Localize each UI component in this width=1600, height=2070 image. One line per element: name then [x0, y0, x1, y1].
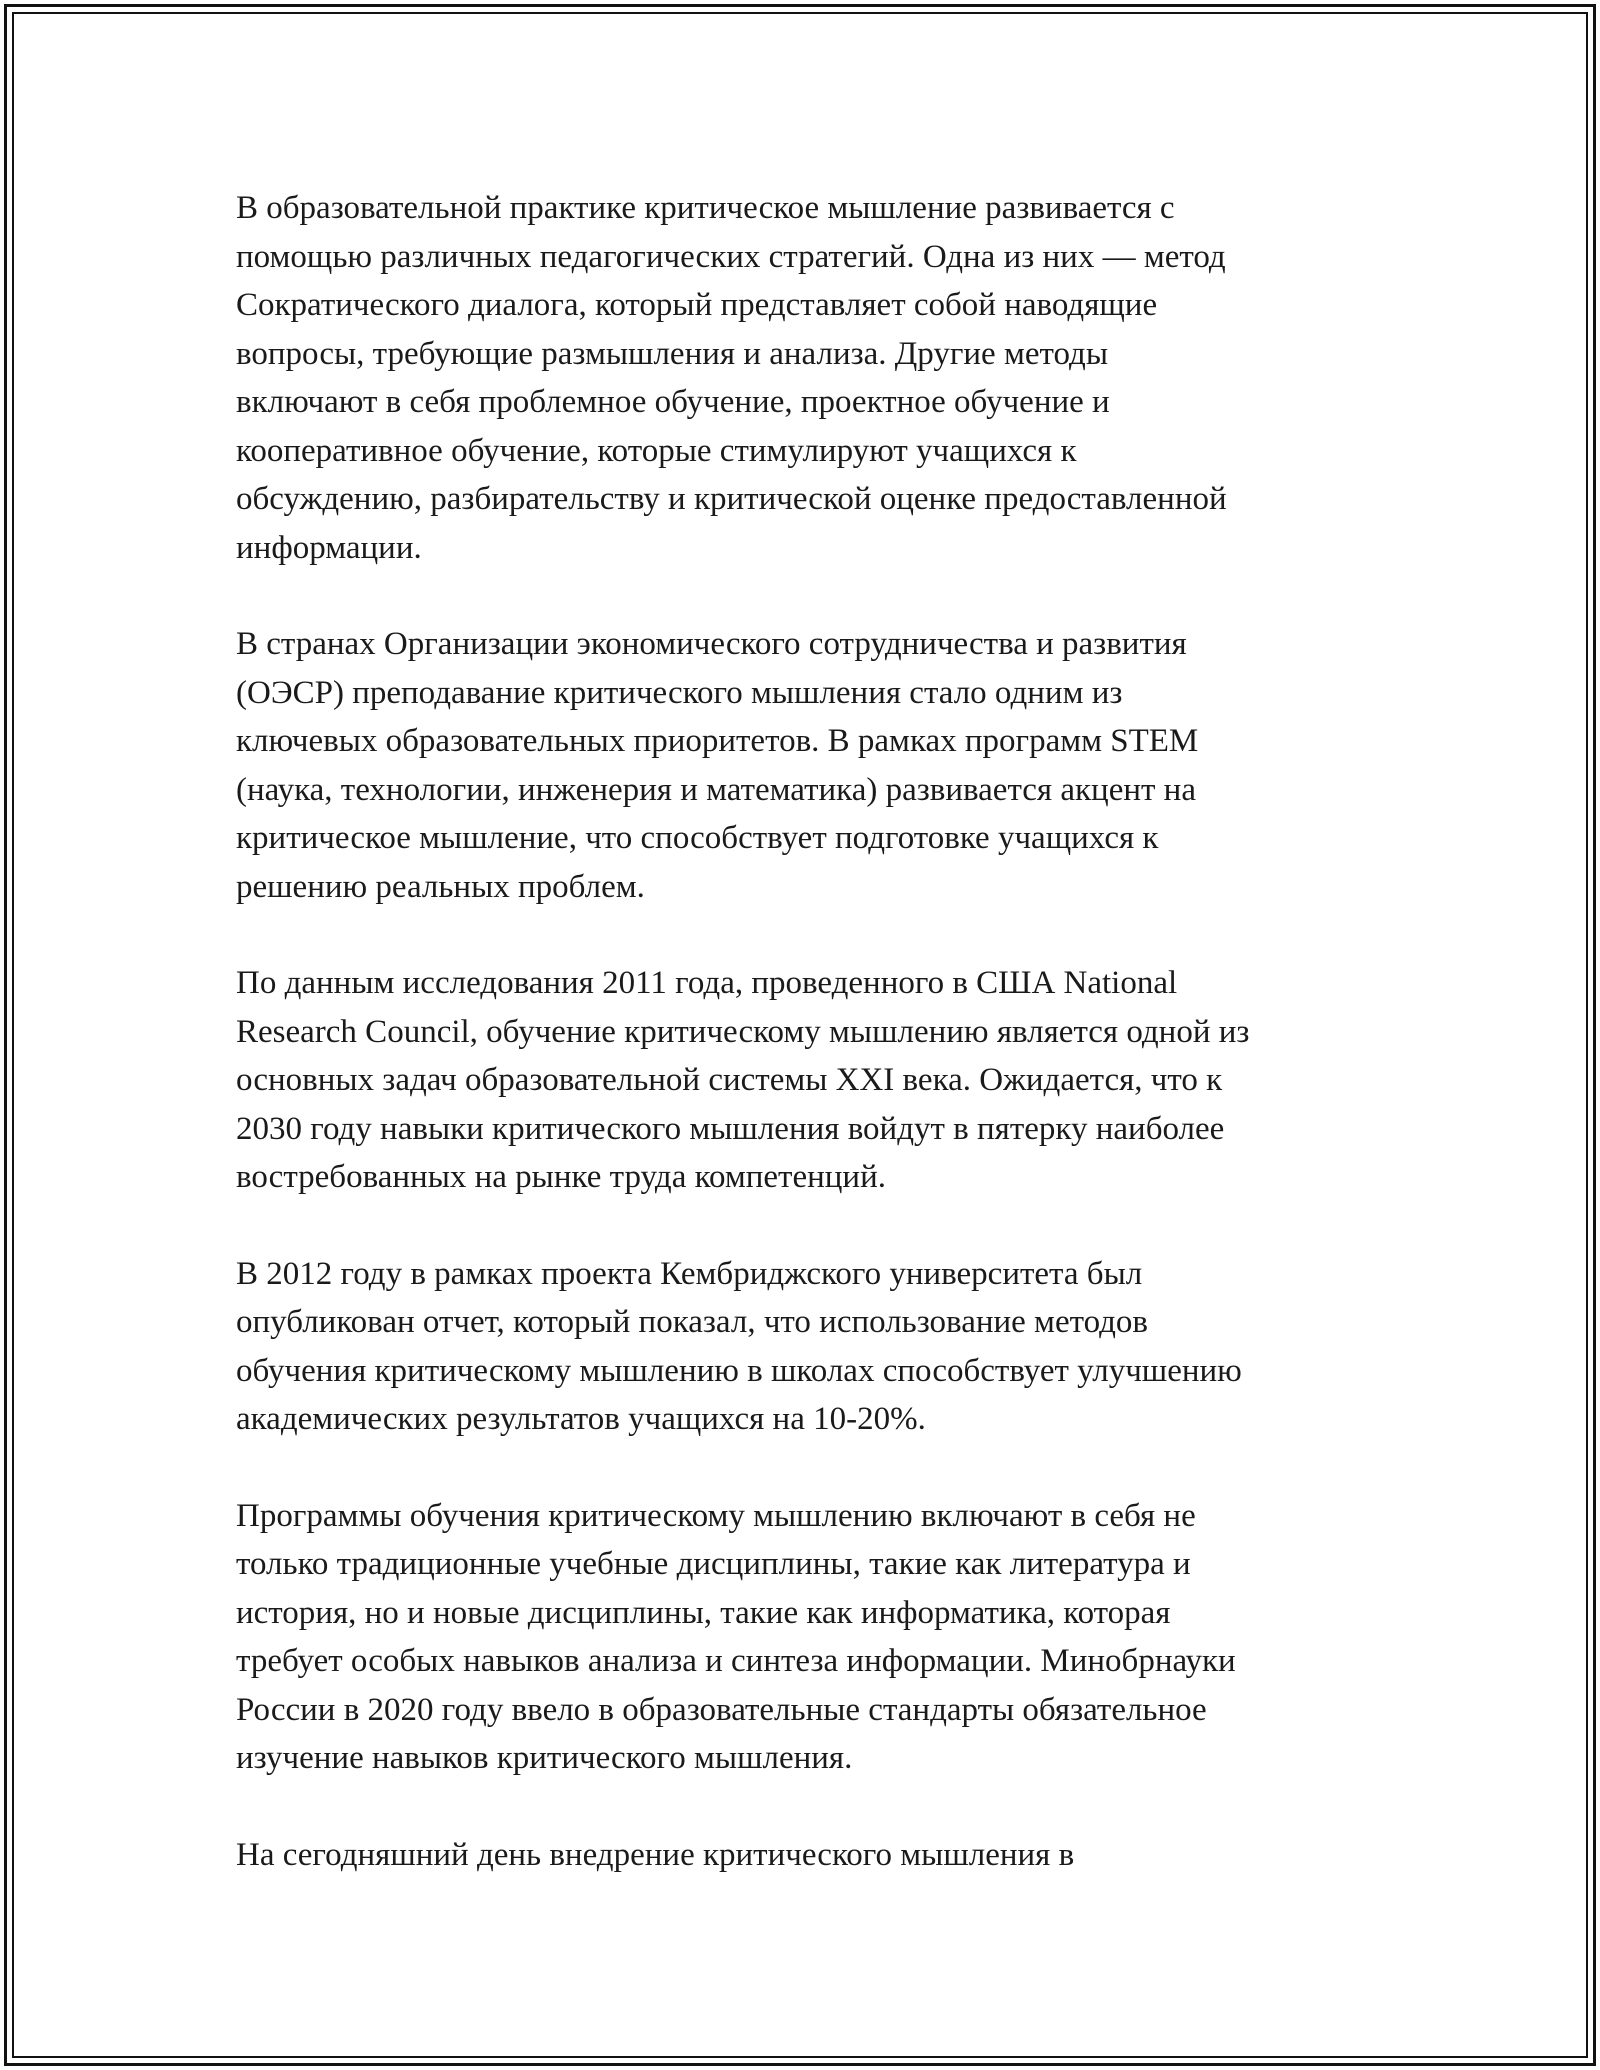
paragraph-programs-russia: Программы обучения критическому мышлению включают в себя не только традиционные учебные дисциплины, такие как литература и история, но и новые дисциплины, такие как информатика, которая требует особых навыков анализа и синтеза информации. Минобрнауки России в 2020 году ввело в образовательные стандарты обязательное изучение навыков критического мышления. — [236, 1497, 1236, 1776]
paragraph-today: На сегодняшний день внедрение критического мышления в — [236, 1836, 1075, 1873]
paragraph-national-research-council: По данным исследования 2011 года, проведенного в США National Research Council, обучение критическому мышлению является одной из основных задач образовательной системы XXI века. Ожидается, что к 2030 году навыки критического мышления войдут в пятерку наиболее востребованных на рынке труда компетенций. — [236, 965, 1250, 1195]
document-body — [236, 184, 1376, 1927]
paragraph-oecd-stem: В странах Организации экономического сотрудничества и развития (ОЭСР) преподавание критического мышления стало одним из ключевых образовательных приоритетов. В рамках программ STEM (наука, технологии, инженерия и математика) развивается акцент на критическое мышление, что способствует подготовке учащихся к решению реальных проблем. — [236, 626, 1199, 905]
paragraph-cambridge-report: В 2012 году в рамках проекта Кембриджского университета был опубликован отчет, который показал, что использование методов обучения критическому мышлению в школах способствует улучшению академических результатов учащихся на 10-20%. — [236, 1255, 1242, 1437]
paragraph-socratic-method: В образовательной практике критическое мышление развивается с помощью различных педагогических стратегий. Одна из них — метод Сократического диалога, который представляет собой наводящие вопросы, требующие размышления и анализа. Другие методы включают в себя проблемное обучение, проектное обучение и кооперативное обучение, которые стимулируют учащихся к обсуждению, разбирательству и критической оценке предоставленной информации. — [236, 190, 1227, 566]
